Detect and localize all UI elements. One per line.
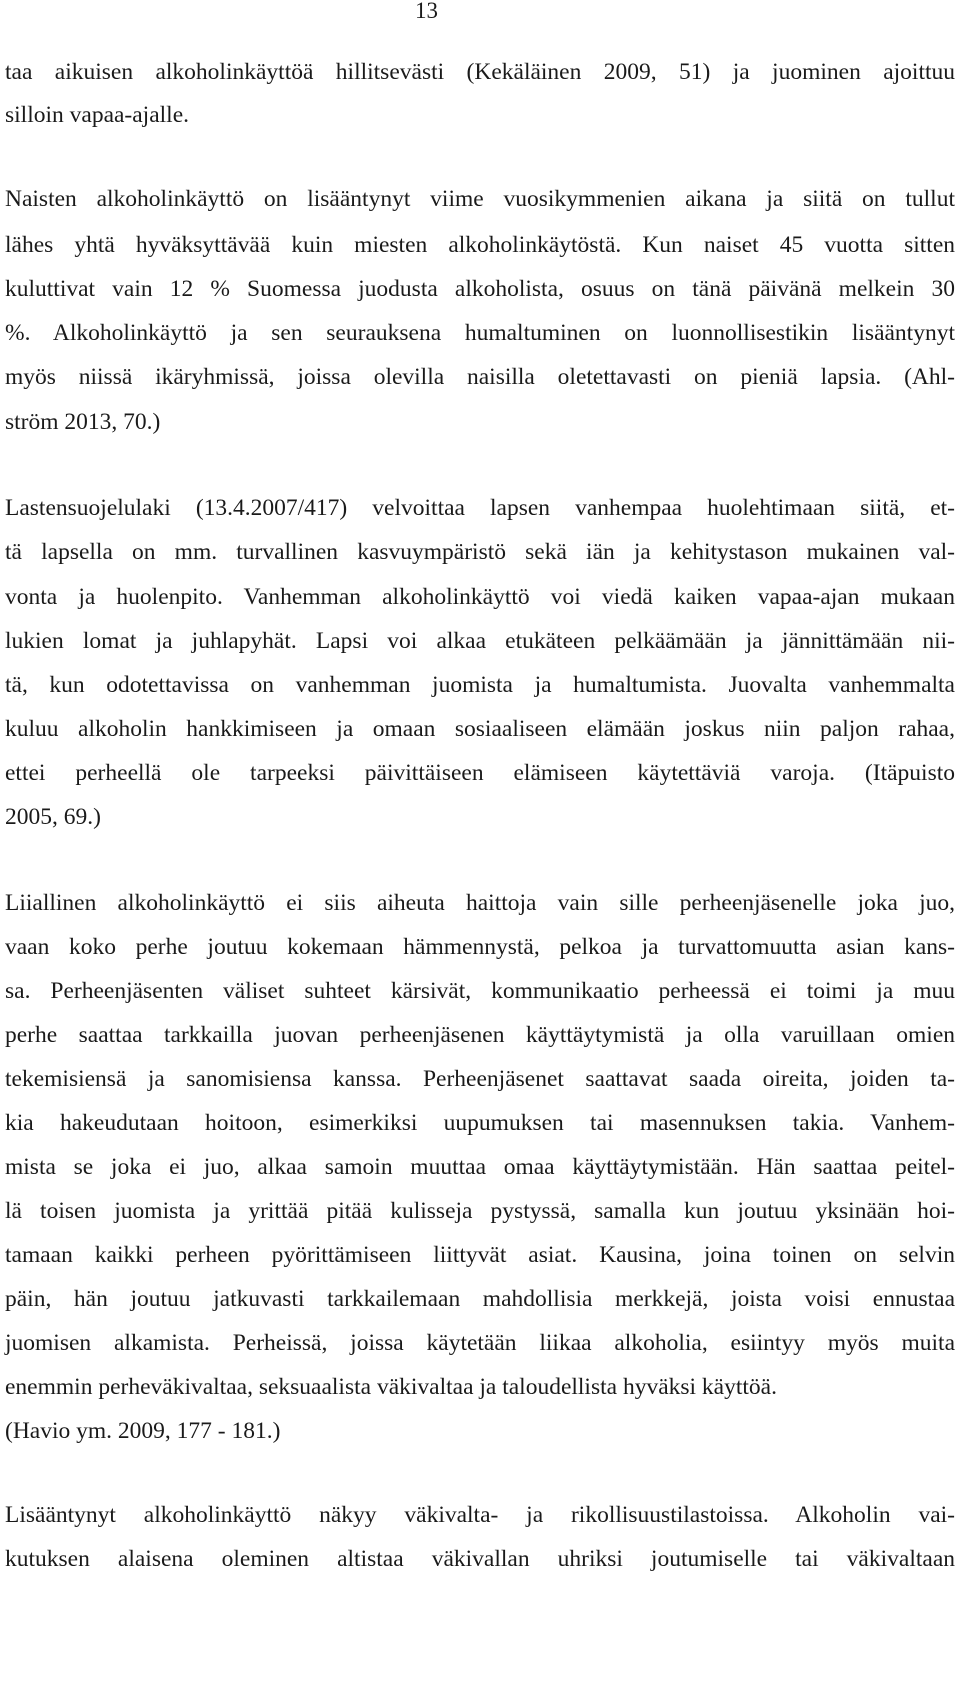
text-line: tamaan kaikki perheen pyörittämiseen liittyvät asiat. Kausina, joina toinen on selvin <box>5 1242 955 1268</box>
text-line: %. Alkoholinkäyttö ja sen seurauksena humaltuminen on luonnollisestikin lisääntynyt <box>5 320 955 346</box>
text-line: lähes yhtä hyväksyttävää kuin miesten alkoholinkäytöstä. Kun naiset 45 vuotta sitten <box>5 232 955 258</box>
text-line: perhe saattaa tarkkailla juovan perheenjäsenen käyttäytymistä ja olla varuillaan omien <box>5 1022 955 1048</box>
text-line: (Havio ym. 2009, 177 - 181.) <box>5 1418 281 1444</box>
text-line: päin, hän joutuu jatkuvasti tarkkailemaan mahdollisia merkkejä, joista voisi ennustaa <box>5 1286 955 1312</box>
text-line: tä, kun odotettavissa on vanhemman juomista ja humaltumista. Juovalta vanhemmalta <box>5 672 955 698</box>
text-line: 2005, 69.) <box>5 804 101 830</box>
text-line: myös niissä ikäryhmissä, joissa olevilla naisilla oletettavasti on pieniä lapsia. (Ahl- <box>5 364 955 390</box>
text-line: tä lapsella on mm. turvallinen kasvuympäristö sekä iän ja kehitystason mukainen val- <box>5 539 955 565</box>
page-number: 13 <box>415 0 438 23</box>
text-line: juomisen alkamista. Perheissä, joissa käytetään liikaa alkoholia, esiintyy myös muita <box>5 1330 955 1356</box>
text-line: Naisten alkoholinkäyttö on lisääntynyt viime vuosikymmenien aikana ja siitä on tullut <box>5 186 955 212</box>
text-line: ettei perheellä ole tarpeeksi päivittäiseen elämiseen käytettäviä varoja. (Itäpuisto <box>5 760 955 786</box>
text-line: lä toisen juomista ja yrittää pitää kulisseja pystyssä, samalla kun joutuu yksinään hoi- <box>5 1198 955 1224</box>
text-line: Lastensuojelulaki (13.4.2007/417) velvoittaa lapsen vanhempaa huolehtimaan siitä, et- <box>5 495 955 521</box>
text-line: mista se joka ei juo, alkaa samoin muuttaa omaa käyttäytymistään. Hän saattaa peitel- <box>5 1154 955 1180</box>
text-line: tekemisiensä ja sanomisiensa kanssa. Perheenjäsenet saattavat saada oireita, joiden ta- <box>5 1066 955 1092</box>
text-line: kuluttivat vain 12 % Suomessa juodusta alkoholista, osuus on tänä päivänä melkein 30 <box>5 276 955 302</box>
text-line: Liiallinen alkoholinkäyttö ei siis aiheuta haittoja vain sille perheenjäsenelle joka juo, <box>5 890 955 916</box>
text-line: enemmin perheväkivaltaa, seksuaalista väkivaltaa ja taloudellista hyväksi käyttöä. <box>5 1374 777 1400</box>
text-line: Lisääntynyt alkoholinkäyttö näkyy väkivalta- ja rikollisuustilastoissa. Alkoholin vai- <box>5 1502 955 1528</box>
text-line: sa. Perheenjäsenten väliset suhteet kärsivät, kommunikaatio perheessä ei toimi ja muu <box>5 978 955 1004</box>
text-line: silloin vapaa-ajalle. <box>5 102 190 128</box>
text-line: kuluu alkoholin hankkimiseen ja omaan sosiaaliseen elämään joskus niin paljon rahaa, <box>5 716 955 742</box>
text-line: taa aikuisen alkoholinkäyttöä hillitsevästi (Kekäläinen 2009, 51) ja juominen ajoittuu <box>5 59 955 85</box>
text-line: ström 2013, 70.) <box>5 409 161 435</box>
text-line: vaan koko perhe joutuu kokemaan hämmennystä, pelkoa ja turvattomuutta asian kans- <box>5 934 955 960</box>
text-line: kia hakeudutaan hoitoon, esimerkiksi uupumuksen tai masennuksen takia. Vanhem- <box>5 1110 955 1136</box>
text-line: kutuksen alaisena oleminen altistaa väkivallan uhriksi joutumiselle tai väkivaltaan <box>5 1546 955 1572</box>
text-line: vonta ja huolenpito. Vanhemman alkoholinkäyttö voi viedä kaiken vapaa-ajan mukaan <box>5 584 955 610</box>
text-line: lukien lomat ja juhlapyhät. Lapsi voi alkaa etukäteen pelkäämään ja jännittämään nii- <box>5 628 955 654</box>
